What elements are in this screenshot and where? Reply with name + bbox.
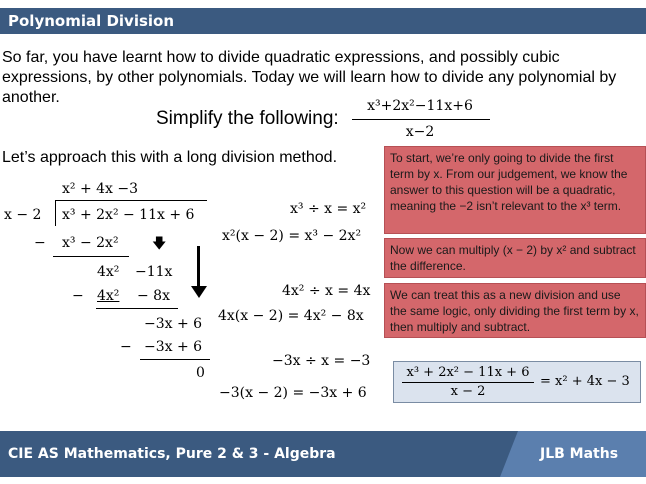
answer-numerator: x³ + 2x² − 11x + 6: [406, 365, 530, 380]
minus-sign-3: −: [120, 339, 132, 355]
step-2: x²(x − 2) = x³ − 2x²: [222, 228, 362, 244]
subtrahend-3: −3x + 6: [144, 339, 203, 355]
long-arrow-shaft: [197, 246, 200, 288]
subtraction-line-2: [96, 308, 178, 309]
divisor: x − 2: [4, 207, 42, 223]
answer-denominator: x − 2: [450, 384, 486, 399]
simplify-label: Simplify the following:: [156, 108, 339, 129]
step-4: 4x(x − 2) = 4x² − 8x: [218, 308, 364, 324]
final-remainder: 0: [196, 365, 205, 381]
step-6: −3(x − 2) = −3x + 6: [219, 385, 367, 401]
answer-box: [393, 361, 641, 403]
dividend: x³ + 2x² − 11x + 6: [62, 207, 195, 223]
subtrahend-1: x³ − 2x²: [62, 235, 119, 251]
division-bar: [55, 200, 207, 201]
subtraction-line-3: [140, 359, 210, 360]
intro-text: So far, you have learnt how to divide quadratic expressions, and possibly cubic expressions, by other polynomials. Today we will learn how to divide any polynomial by another.: [2, 49, 617, 106]
remainder-1-term-a: 4x²: [97, 264, 120, 280]
note-first-term: To start, we’re only going to divide the first term by x. From our judgement, we know the answer to this question will be a quadratic, meaning the −2 isn’t relevant to the x³ term.: [384, 146, 646, 234]
answer-fraction-bar: [402, 382, 534, 383]
footer-brand: JLB Maths: [540, 446, 619, 462]
simplify-fraction-bar: [352, 119, 490, 120]
slide-header: [0, 0, 646, 38]
subtrahend-2a: 4x²: [97, 288, 120, 304]
note-new-division: We can treat this as a new division and use the same logic, only dividing the first term by x, then multiply and subtract.: [384, 283, 646, 338]
quotient: x² + 4x −3: [62, 181, 139, 197]
slide-title: Polynomial Division: [8, 12, 175, 30]
subtrahend-2b: − 8x: [137, 288, 170, 304]
long-arrow-down-icon: [191, 286, 207, 298]
division-bracket: [55, 200, 56, 226]
step-5: −3x ÷ x = −3: [272, 353, 371, 369]
remainder-2: −3x + 6: [144, 316, 203, 332]
footer-course: CIE AS Mathematics, Pure 2 & 3 - Algebra: [8, 446, 336, 462]
approach-text: Let’s approach this with a long division method.: [2, 149, 338, 166]
minus-sign-1: −: [34, 235, 46, 251]
step-3: 4x² ÷ x = 4x: [282, 283, 371, 299]
subtraction-line-1: [53, 256, 129, 257]
arrow-down-icon: 🡇: [152, 235, 167, 251]
step-1: x³ ÷ x = x²: [290, 201, 367, 217]
simplify-numerator: x³+2x²−11x+6: [367, 98, 473, 114]
simplify-denominator: x−2: [405, 124, 435, 140]
remainder-1-term-b: −11x: [135, 264, 173, 280]
answer-result: = x² + 4x − 3: [540, 374, 630, 389]
minus-sign-2: −: [72, 288, 84, 304]
note-multiply: Now we can multiply (x − 2) by x² and subtract the difference.: [384, 238, 646, 278]
